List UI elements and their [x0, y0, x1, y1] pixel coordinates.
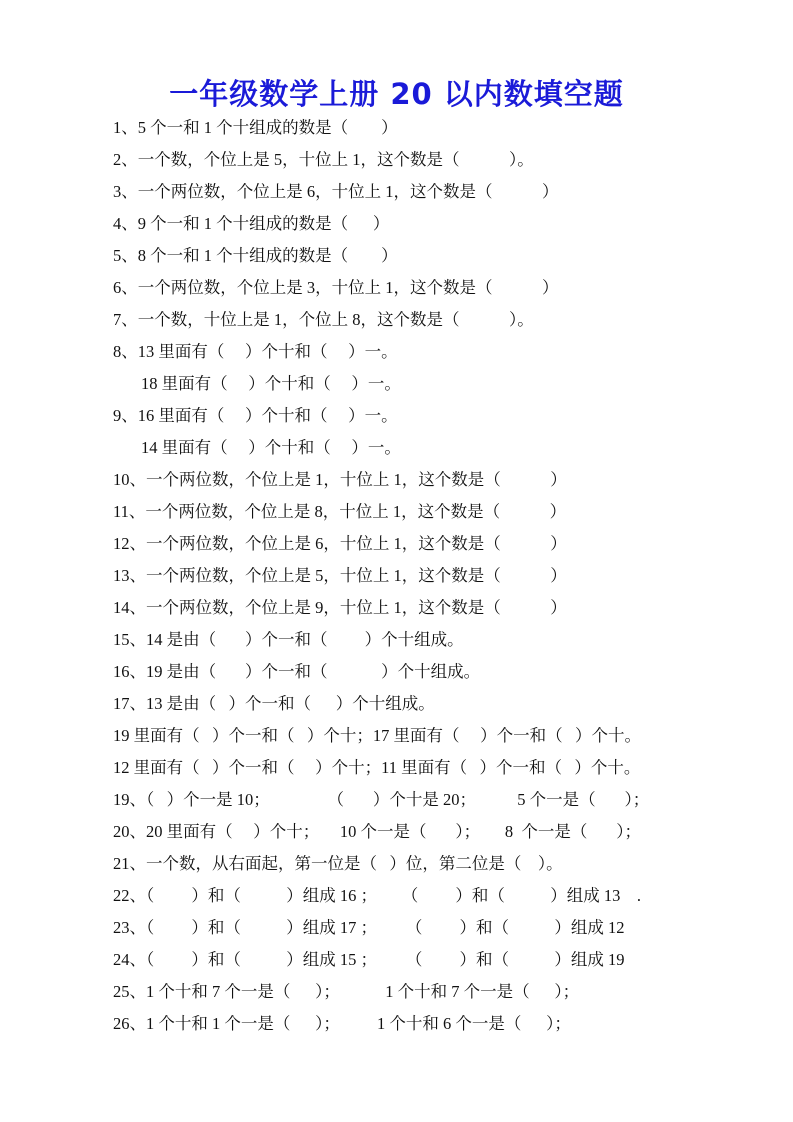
question-line: 16、19 是由（ ）个一和（ ）个十组成。 [113, 662, 481, 681]
question-line: 12、一个两位数，个位上是 6，十位上 1，这个数是（ ） [113, 534, 567, 553]
question-line: 12 里面有（ ）个一和（ ）个十；11 里面有（ ）个一和（ ）个十。 [113, 758, 641, 777]
question-line: 25、1 个十和 7 个一是（ ）； 1 个十和 7 个一是（ ）； [113, 982, 580, 1001]
question-line: 14 里面有（ ）个十和（ ）一。 [141, 438, 401, 457]
question-line: 9、16 里面有（ ）个十和（ ）一。 [113, 406, 398, 425]
question-line: 14、一个两位数，个位上是 9，十位上 1，这个数是（ ） [113, 598, 567, 617]
question-line: 15、14 是由（ ）个一和（ ）个十组成。 [113, 630, 464, 649]
question-line: 11、一个两位数，个位上是 8，十位上 1，这个数是（ ） [113, 502, 567, 521]
question-line: 21、一个数，从右面起，第一位是（ ）位，第二位是（ ）。 [113, 854, 563, 873]
question-line: 23、（ ）和（ ）组成 17 ； （ ）和（ ）组成 12 [113, 918, 625, 937]
question-line: 24、（ ）和（ ）组成 15 ； （ ）和（ ）组成 19 [113, 950, 625, 969]
question-line: 13、一个两位数，个位上是 5，十位上 1，这个数是（ ） [113, 566, 567, 585]
question-line: 8、13 里面有（ ）个十和（ ）一。 [113, 342, 398, 361]
question-line: 26、1 个十和 1 个一是（ ）； 1 个十和 6 个一是（ ）； [113, 1014, 571, 1033]
question-line: 1、5 个一和 1 个十组成的数是（ ） [113, 118, 398, 137]
question-line: 7、一个数，十位上是 1，个位上 8，这个数是（ ）。 [113, 310, 534, 329]
question-line: 19 里面有（ ）个一和（ ）个十；17 里面有（ ）个一和（ ）个十。 [113, 726, 641, 745]
page-title: 一年级数学上册 20 以内数填空题 [169, 77, 624, 111]
question-line: 18 里面有（ ）个十和（ ）一。 [141, 374, 401, 393]
question-line: 10、一个两位数，个位上是 1，十位上 1，这个数是（ ） [113, 470, 567, 489]
question-line: 4、9 个一和 1 个十组成的数是（ ） [113, 214, 390, 233]
question-line: 20、20 里面有（ ）个十； 10 个一是（ ）； 8 个一是（ ）； [113, 822, 641, 841]
question-line: 5、8 个一和 1 个十组成的数是（ ） [113, 246, 398, 265]
question-line: 6、一个两位数，个位上是 3，十位上 1，这个数是（ ） [113, 278, 559, 297]
question-line: 17、13 是由（ ）个一和（ ）个十组成。 [113, 694, 435, 713]
question-line: 22、（ ）和（ ）组成 16 ； （ ）和（ ）组成 13 . [113, 886, 641, 905]
question-line: 19、（ ）个一是 10； （ ）个十是 20； 5 个一是（ ）； [113, 790, 650, 809]
question-line: 2、一个数，个位上是 5，十位上 1，这个数是（ ）。 [113, 150, 534, 169]
question-line: 3、一个两位数，个位上是 6，十位上 1，这个数是（ ） [113, 182, 559, 201]
